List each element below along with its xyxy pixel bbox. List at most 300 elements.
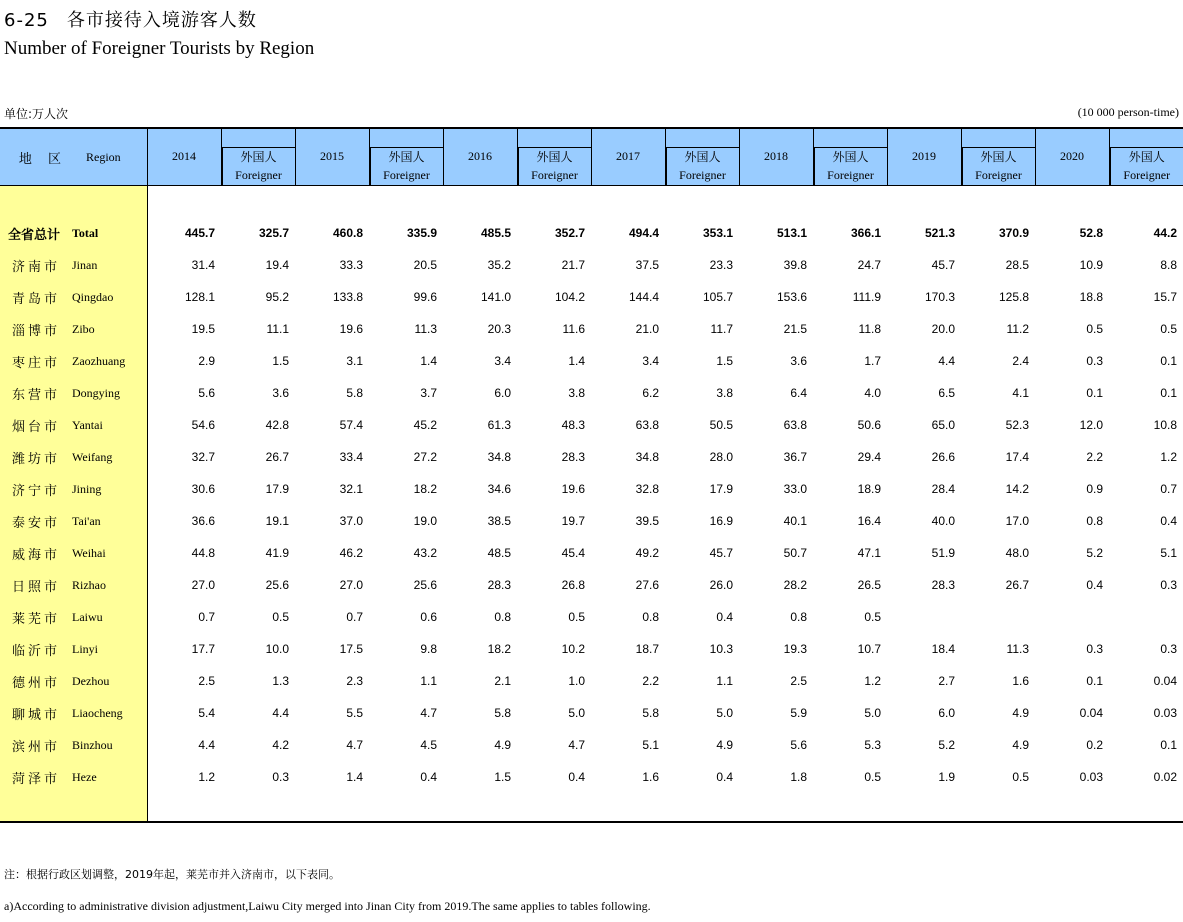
value-cell: 5.4 xyxy=(198,706,215,720)
value-cell: 4.4 xyxy=(938,354,955,368)
region-name-en: Rizhao xyxy=(72,577,106,592)
value-cell: 2.2 xyxy=(1086,450,1103,464)
region-name-en: Jinan xyxy=(72,257,98,272)
value-cell: 513.1 xyxy=(776,226,807,240)
value-cell: 32.7 xyxy=(191,450,215,464)
value-cell: 45.7 xyxy=(709,546,733,560)
foreigner-label-cn: 外国人 xyxy=(832,150,869,164)
foreigner-label-cn: 外国人 xyxy=(388,150,425,164)
region-name-cn: 滨州市 xyxy=(12,739,61,755)
value-cell: 8.8 xyxy=(1160,258,1177,272)
region-name-en: Laiwu xyxy=(72,609,103,624)
value-cell: 1.4 xyxy=(346,770,363,784)
region-name-cn: 济宁市 xyxy=(12,483,61,499)
value-cell: 133.8 xyxy=(332,290,363,304)
value-cell: 28.5 xyxy=(1005,258,1029,272)
value-cell: 5.2 xyxy=(1086,546,1103,560)
value-cell: 28.2 xyxy=(783,578,807,592)
value-cell: 63.8 xyxy=(783,418,807,432)
value-cell: 16.4 xyxy=(857,514,881,528)
value-cell: 6.4 xyxy=(790,386,807,400)
value-cell: 153.6 xyxy=(776,290,807,304)
value-cell: 325.7 xyxy=(258,226,289,240)
value-cell: 5.0 xyxy=(864,706,881,720)
region-name-en: Zaozhuang xyxy=(72,353,126,368)
region-name-en: Yantai xyxy=(72,417,103,432)
value-cell: 170.3 xyxy=(924,290,955,304)
value-cell: 21.5 xyxy=(783,322,807,336)
region-cell xyxy=(0,505,147,537)
value-cell: 46.2 xyxy=(339,546,363,560)
value-cell: 95.2 xyxy=(265,290,289,304)
value-cell: 105.7 xyxy=(702,290,733,304)
value-cell: 4.9 xyxy=(494,738,511,752)
value-cell: 0.03 xyxy=(1153,706,1177,720)
value-cell: 0.8 xyxy=(1086,514,1103,528)
spacer-row xyxy=(0,793,1183,822)
region-name-cn: 烟台市 xyxy=(12,419,61,435)
value-cell: 26.7 xyxy=(265,450,289,464)
foreigner-label-en: Foreigner xyxy=(1123,168,1171,182)
value-cell xyxy=(1109,601,1183,633)
value-cell: 27.6 xyxy=(635,578,659,592)
region-cell xyxy=(0,569,147,601)
region-name-en: Qingdao xyxy=(72,289,114,304)
value-cell: 5.1 xyxy=(1160,546,1177,560)
value-cell: 43.2 xyxy=(413,546,437,560)
value-cell: 4.7 xyxy=(568,738,585,752)
foreigner-label-cn: 外国人 xyxy=(240,150,277,164)
table-row xyxy=(0,281,1183,313)
region-cell xyxy=(0,473,147,505)
table-row xyxy=(0,249,1183,281)
foreigner-label-cn: 外国人 xyxy=(980,150,1017,164)
value-cell: 19.6 xyxy=(561,482,585,496)
value-cell: 33.4 xyxy=(339,450,363,464)
value-cell: 0.3 xyxy=(1086,642,1103,656)
value-cell: 28.4 xyxy=(931,482,955,496)
value-cell: 45.2 xyxy=(413,418,437,432)
value-cell: 27.2 xyxy=(413,450,437,464)
region-name-en: Dongying xyxy=(72,385,120,400)
region-cell xyxy=(0,697,147,729)
value-cell: 353.1 xyxy=(702,226,733,240)
value-cell: 12.0 xyxy=(1079,418,1103,432)
table-row xyxy=(0,537,1183,569)
value-cell xyxy=(1035,601,1109,633)
value-cell xyxy=(887,601,961,633)
value-cell: 521.3 xyxy=(924,226,955,240)
value-cell: 1.9 xyxy=(938,770,955,784)
value-cell: 3.4 xyxy=(494,354,511,368)
value-cell xyxy=(961,601,1035,633)
region-cell xyxy=(0,665,147,697)
value-cell: 0.5 xyxy=(1012,770,1029,784)
foreigner-label-cn: 外国人 xyxy=(1128,150,1165,164)
value-cell: 0.3 xyxy=(272,770,289,784)
value-cell: 44.2 xyxy=(1153,226,1177,240)
region-cell xyxy=(0,249,147,281)
value-cell: 0.6 xyxy=(420,610,437,624)
table-row xyxy=(0,633,1183,665)
region-name-en: Tai'an xyxy=(72,513,101,528)
value-cell: 15.7 xyxy=(1153,290,1177,304)
value-cell: 45.4 xyxy=(561,546,585,560)
value-cell: 5.6 xyxy=(790,738,807,752)
value-cell: 4.7 xyxy=(420,706,437,720)
year-header xyxy=(147,128,221,186)
value-cell: 28.3 xyxy=(487,578,511,592)
value-cell: 45.7 xyxy=(931,258,955,272)
value-cell: 3.4 xyxy=(642,354,659,368)
value-cell: 5.5 xyxy=(346,706,363,720)
value-cell: 1.1 xyxy=(716,674,733,688)
region-name-cn: 青岛市 xyxy=(12,291,61,307)
value-cell: 5.6 xyxy=(198,386,215,400)
value-cell: 6.0 xyxy=(938,706,955,720)
value-cell: 19.4 xyxy=(265,258,289,272)
value-cell: 39.8 xyxy=(783,258,807,272)
value-cell: 128.1 xyxy=(184,290,215,304)
value-cell: 28.3 xyxy=(931,578,955,592)
value-cell: 0.04 xyxy=(1079,706,1103,720)
value-cell: 28.0 xyxy=(709,450,733,464)
value-cell: 63.8 xyxy=(635,418,659,432)
value-cell: 335.9 xyxy=(406,226,437,240)
value-cell: 5.1 xyxy=(642,738,659,752)
value-cell: 5.2 xyxy=(938,738,955,752)
value-cell: 18.7 xyxy=(635,642,659,656)
region-header xyxy=(0,128,147,186)
value-cell: 6.5 xyxy=(938,386,955,400)
value-cell: 0.4 xyxy=(420,770,437,784)
foreigner-header xyxy=(665,128,739,186)
table-row xyxy=(0,441,1183,473)
table-row xyxy=(0,313,1183,345)
year-header xyxy=(443,128,517,186)
foreigner-label-cn: 外国人 xyxy=(536,150,573,164)
value-cell: 31.4 xyxy=(191,258,215,272)
value-cell: 4.9 xyxy=(716,738,733,752)
value-cell: 5.8 xyxy=(494,706,511,720)
value-cell: 17.7 xyxy=(191,642,215,656)
total-row xyxy=(0,217,1183,249)
region-cell xyxy=(0,409,147,441)
foreigner-label-en: Foreigner xyxy=(679,168,726,182)
value-cell: 17.0 xyxy=(1005,514,1029,528)
year-header xyxy=(295,128,369,186)
value-cell: 17.9 xyxy=(709,482,733,496)
value-cell: 33.3 xyxy=(339,258,363,272)
header-row xyxy=(0,128,1183,186)
region-name-en: Linyi xyxy=(72,641,98,656)
value-cell: 0.8 xyxy=(642,610,659,624)
value-cell: 49.2 xyxy=(635,546,659,560)
value-cell: 41.9 xyxy=(265,546,289,560)
value-cell: 1.4 xyxy=(420,354,437,368)
table-row xyxy=(0,601,1183,633)
table-row xyxy=(0,569,1183,601)
value-cell: 0.1 xyxy=(1160,738,1177,752)
value-cell: 17.9 xyxy=(265,482,289,496)
region-name-cn: 聊城市 xyxy=(12,707,61,723)
value-cell: 18.2 xyxy=(413,482,437,496)
value-cell: 0.5 xyxy=(864,770,881,784)
value-cell: 19.5 xyxy=(191,322,215,336)
value-cell: 4.9 xyxy=(1012,706,1029,720)
value-cell: 0.4 xyxy=(716,770,733,784)
value-cell: 26.7 xyxy=(1005,578,1029,592)
value-cell: 18.4 xyxy=(931,642,955,656)
value-cell: 0.04 xyxy=(1153,674,1177,688)
value-cell: 4.9 xyxy=(1012,738,1029,752)
value-cell: 141.0 xyxy=(480,290,511,304)
table-row xyxy=(0,761,1183,793)
region-cell xyxy=(0,601,147,633)
value-cell: 0.8 xyxy=(790,610,807,624)
region-name-cn: 淄博市 xyxy=(12,323,61,339)
region-name-cn: 莱芜市 xyxy=(12,611,61,627)
value-cell: 61.3 xyxy=(487,418,511,432)
value-cell: 0.03 xyxy=(1079,770,1103,784)
region-name-cn: 菏泽市 xyxy=(12,771,61,787)
year-header xyxy=(739,128,813,186)
value-cell: 4.0 xyxy=(864,386,881,400)
unit-label-cn: 单位:万人次 xyxy=(4,107,69,121)
region-cell xyxy=(0,217,147,249)
region-cell xyxy=(0,377,147,409)
value-cell: 10.9 xyxy=(1079,258,1103,272)
table-title-cn-text: 各市接待入境游客人数 xyxy=(66,10,257,31)
value-cell: 2.5 xyxy=(198,674,215,688)
table-row xyxy=(0,729,1183,761)
region-header-cn: 地 区 xyxy=(18,151,68,167)
value-cell: 48.3 xyxy=(561,418,585,432)
foreigner-label-en: Foreigner xyxy=(827,168,874,182)
value-cell: 3.8 xyxy=(568,386,585,400)
value-cell: 28.3 xyxy=(561,450,585,464)
table-number: 6-25 xyxy=(4,10,49,31)
value-cell: 366.1 xyxy=(850,226,881,240)
foreigner-header xyxy=(369,128,443,186)
value-cell: 4.4 xyxy=(198,738,215,752)
value-cell: 38.5 xyxy=(487,514,511,528)
value-cell: 50.7 xyxy=(783,546,807,560)
value-cell: 48.0 xyxy=(1005,546,1029,560)
value-cell: 2.4 xyxy=(1012,354,1029,368)
value-cell: 3.7 xyxy=(420,386,437,400)
region-name-en: Weifang xyxy=(72,449,113,464)
value-cell: 1.6 xyxy=(642,770,659,784)
region-name-en: Jining xyxy=(72,481,102,496)
footnote-cn: 注：根据行政区划调整，2019年起，莱芜市并入济南市，以下表同。 xyxy=(4,868,340,881)
value-cell: 2.7 xyxy=(938,674,955,688)
value-cell: 37.5 xyxy=(635,258,659,272)
value-cell: 11.7 xyxy=(710,322,733,336)
table-title-cn xyxy=(4,6,257,32)
foreigner-header xyxy=(961,128,1035,186)
value-cell: 11.2 xyxy=(1006,322,1029,336)
foreigner-header xyxy=(1109,128,1183,186)
value-cell: 3.1 xyxy=(346,354,363,368)
value-cell: 32.8 xyxy=(635,482,659,496)
value-cell: 10.2 xyxy=(561,642,585,656)
table-row xyxy=(0,665,1183,697)
value-cell: 42.8 xyxy=(265,418,289,432)
value-cell: 1.5 xyxy=(494,770,511,784)
region-name-en: Heze xyxy=(72,769,97,784)
footnote-en: a)According to administrative division adjustment,Laiwu City merged into Jinan City from 2019.The same applies to tables following. xyxy=(4,899,651,913)
region-cell xyxy=(0,313,147,345)
value-cell: 485.5 xyxy=(480,226,511,240)
tourist-table xyxy=(0,127,1183,823)
value-cell: 39.5 xyxy=(635,514,659,528)
foreigner-label-en: Foreigner xyxy=(235,168,282,182)
value-cell: 5.8 xyxy=(642,706,659,720)
foreigner-header xyxy=(517,128,591,186)
table-row xyxy=(0,409,1183,441)
region-name-cn: 济南市 xyxy=(12,259,61,275)
value-cell: 40.0 xyxy=(931,514,955,528)
value-cell: 10.7 xyxy=(857,642,881,656)
value-cell: 21.7 xyxy=(561,258,585,272)
value-cell: 19.7 xyxy=(561,514,585,528)
value-cell: 104.2 xyxy=(554,290,585,304)
value-cell: 37.0 xyxy=(339,514,363,528)
value-cell: 144.4 xyxy=(628,290,659,304)
value-cell: 5.8 xyxy=(346,386,363,400)
value-cell: 2.3 xyxy=(346,674,363,688)
value-cell: 19.1 xyxy=(265,514,289,528)
value-cell: 19.3 xyxy=(783,642,807,656)
value-cell: 30.6 xyxy=(191,482,215,496)
region-header-en: Region xyxy=(86,149,121,164)
value-cell: 0.3 xyxy=(1086,354,1103,368)
value-cell: 11.3 xyxy=(414,322,437,336)
table-row xyxy=(0,345,1183,377)
value-cell: 1.8 xyxy=(790,770,807,784)
value-cell: 0.2 xyxy=(1086,738,1103,752)
value-cell: 5.0 xyxy=(716,706,733,720)
value-cell: 1.7 xyxy=(864,354,881,368)
foreigner-header xyxy=(221,128,295,186)
region-cell xyxy=(0,537,147,569)
value-cell: 1.5 xyxy=(716,354,733,368)
value-cell: 2.2 xyxy=(642,674,659,688)
region-name-en: Zibo xyxy=(72,321,95,336)
region-name-cn: 全省总计 xyxy=(8,227,61,243)
value-cell: 26.5 xyxy=(857,578,881,592)
value-cell: 10.8 xyxy=(1153,418,1177,432)
value-cell: 494.4 xyxy=(628,226,659,240)
value-cell: 21.0 xyxy=(635,322,659,336)
value-cell: 3.6 xyxy=(790,354,807,368)
value-cell: 34.8 xyxy=(487,450,511,464)
value-cell: 18.8 xyxy=(1079,290,1103,304)
value-cell: 352.7 xyxy=(554,226,585,240)
value-cell: 11.3 xyxy=(1006,642,1029,656)
value-cell: 2.1 xyxy=(494,674,511,688)
value-cell: 27.0 xyxy=(339,578,363,592)
value-cell: 0.5 xyxy=(864,610,881,624)
value-cell: 1.2 xyxy=(198,770,215,784)
unit-label-en: (10 000 person-time) xyxy=(1077,105,1179,119)
value-cell: 25.6 xyxy=(413,578,437,592)
year-label: 2014 xyxy=(172,148,196,163)
foreigner-label-en: Foreigner xyxy=(975,168,1022,182)
value-cell: 35.2 xyxy=(487,258,511,272)
value-cell: 1.2 xyxy=(1160,450,1177,464)
region-name-en: Total xyxy=(72,225,99,240)
value-cell: 19.6 xyxy=(339,322,363,336)
value-cell: 0.4 xyxy=(1086,578,1103,592)
region-cell xyxy=(0,633,147,665)
value-cell: 52.3 xyxy=(1005,418,1029,432)
value-cell: 23.3 xyxy=(709,258,733,272)
value-cell: 54.6 xyxy=(191,418,215,432)
region-name-en: Binzhou xyxy=(72,737,113,752)
value-cell: 36.7 xyxy=(783,450,807,464)
value-cell: 4.7 xyxy=(346,738,363,752)
value-cell: 0.9 xyxy=(1086,482,1103,496)
region-name-en: Liaocheng xyxy=(72,705,123,720)
value-cell: 0.7 xyxy=(198,610,215,624)
value-cell: 40.1 xyxy=(783,514,807,528)
value-cell: 6.0 xyxy=(494,386,511,400)
value-cell: 0.1 xyxy=(1160,354,1177,368)
value-cell: 5.3 xyxy=(864,738,881,752)
value-cell: 0.1 xyxy=(1160,386,1177,400)
value-cell: 48.5 xyxy=(487,546,511,560)
value-cell: 445.7 xyxy=(184,226,215,240)
value-cell: 29.4 xyxy=(857,450,881,464)
year-header xyxy=(591,128,665,186)
region-cell xyxy=(0,729,147,761)
value-cell: 65.0 xyxy=(931,418,955,432)
value-cell: 10.3 xyxy=(709,642,733,656)
region-cell xyxy=(0,345,147,377)
value-cell: 0.5 xyxy=(1086,322,1103,336)
year-label: 2020 xyxy=(1060,148,1084,163)
value-cell: 4.1 xyxy=(1012,386,1029,400)
value-cell: 370.9 xyxy=(998,226,1029,240)
table-title-en: Number of Foreigner Tourists by Region xyxy=(4,38,315,59)
value-cell: 18.2 xyxy=(487,642,511,656)
value-cell: 2.5 xyxy=(790,674,807,688)
year-label: 2015 xyxy=(320,148,344,163)
value-cell: 2.9 xyxy=(198,354,215,368)
value-cell: 33.0 xyxy=(783,482,807,496)
value-cell: 5.9 xyxy=(790,706,807,720)
region-name-cn: 威海市 xyxy=(12,547,61,563)
value-cell: 26.8 xyxy=(561,578,585,592)
value-cell: 11.8 xyxy=(858,322,881,336)
value-cell: 32.1 xyxy=(339,482,363,496)
value-cell: 27.0 xyxy=(191,578,215,592)
value-cell: 16.9 xyxy=(709,514,733,528)
foreigner-header xyxy=(813,128,887,186)
value-cell: 1.0 xyxy=(568,674,585,688)
value-cell: 26.6 xyxy=(931,450,955,464)
value-cell: 1.5 xyxy=(272,354,289,368)
value-cell: 5.0 xyxy=(568,706,585,720)
value-cell: 111.9 xyxy=(852,290,881,304)
value-cell: 6.2 xyxy=(642,386,659,400)
value-cell: 460.8 xyxy=(332,226,363,240)
value-cell: 3.6 xyxy=(272,386,289,400)
foreigner-label-en: Foreigner xyxy=(383,168,430,182)
region-cell xyxy=(0,441,147,473)
